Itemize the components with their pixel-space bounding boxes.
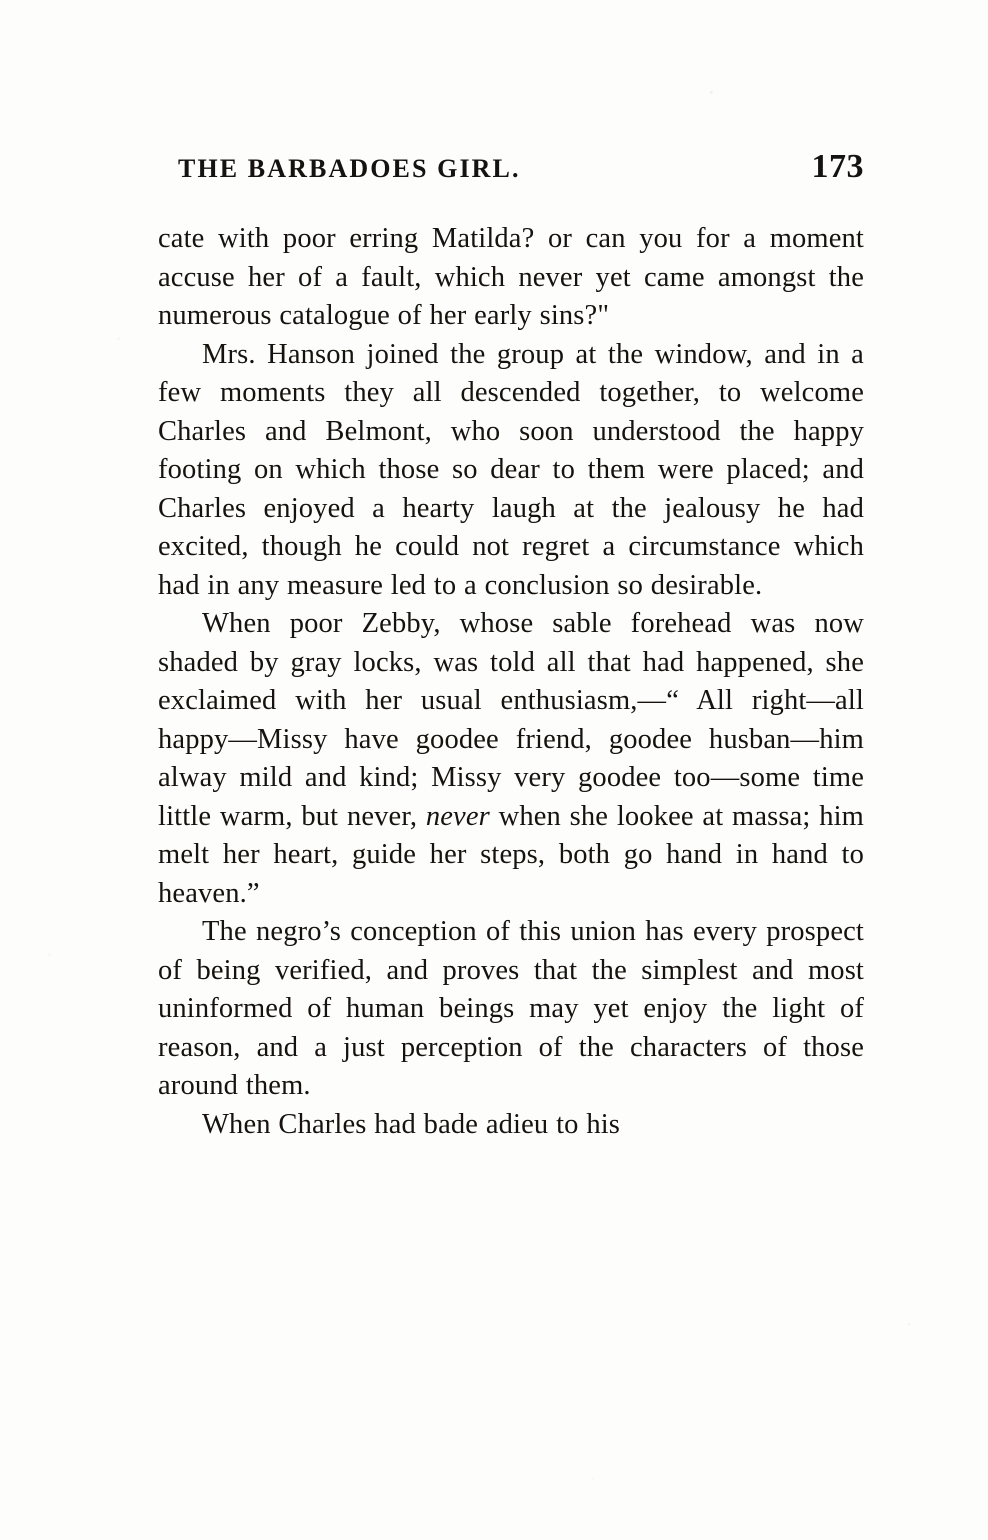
- paragraph-3: [158, 605, 864, 913]
- page-number: 173: [811, 148, 864, 185]
- paragraph-1: cate with poor erring Matilda? or can you for a moment accuse her of a fault, which never yet came amongst the numerous catalogue of her early sins?": [158, 223, 864, 331]
- page-text-block: [158, 148, 864, 1144]
- paragraph-3-part-2: when she lookee at massa; him melt her heart, guide her steps, both go hand in hand to heaven.”: [158, 800, 864, 909]
- paragraph-3-emphasis: never: [425, 800, 490, 832]
- paragraph-4: The negro’s conception of this union has every prospect of being verified, and proves that the simplest and most uninformed of human beings may yet enjoy the light of reason, and a just perception of the characters of those around them.: [158, 916, 864, 1101]
- running-head-title: THE BARBADOES GIRL.: [178, 154, 521, 183]
- paragraph-3-part-1: When poor Zebby, whose sable forehead was now shaded by gray locks, was told all that had happened, she exclaimed with her usual enthusiasm,—“ All right—all happy—Missy have goodee friend, goodee husban—him alway mild and kind; Missy very goodee too—some time little warm, but never,: [158, 608, 864, 832]
- paragraph-5: When Charles had bade adieu to his: [202, 1108, 621, 1140]
- running-head: [158, 148, 864, 186]
- paragraph-2: Mrs. Hanson joined the group at the window, and in a few moments they all descended together, to welcome Charles and Belmont, who soon understood the happy footing on which those so dear to them were placed; and Charles enjoyed a hearty laugh at the jealousy he had excited, though he could not regret a circumstance which had in any measure led to a conclusion so desirable.: [158, 338, 864, 601]
